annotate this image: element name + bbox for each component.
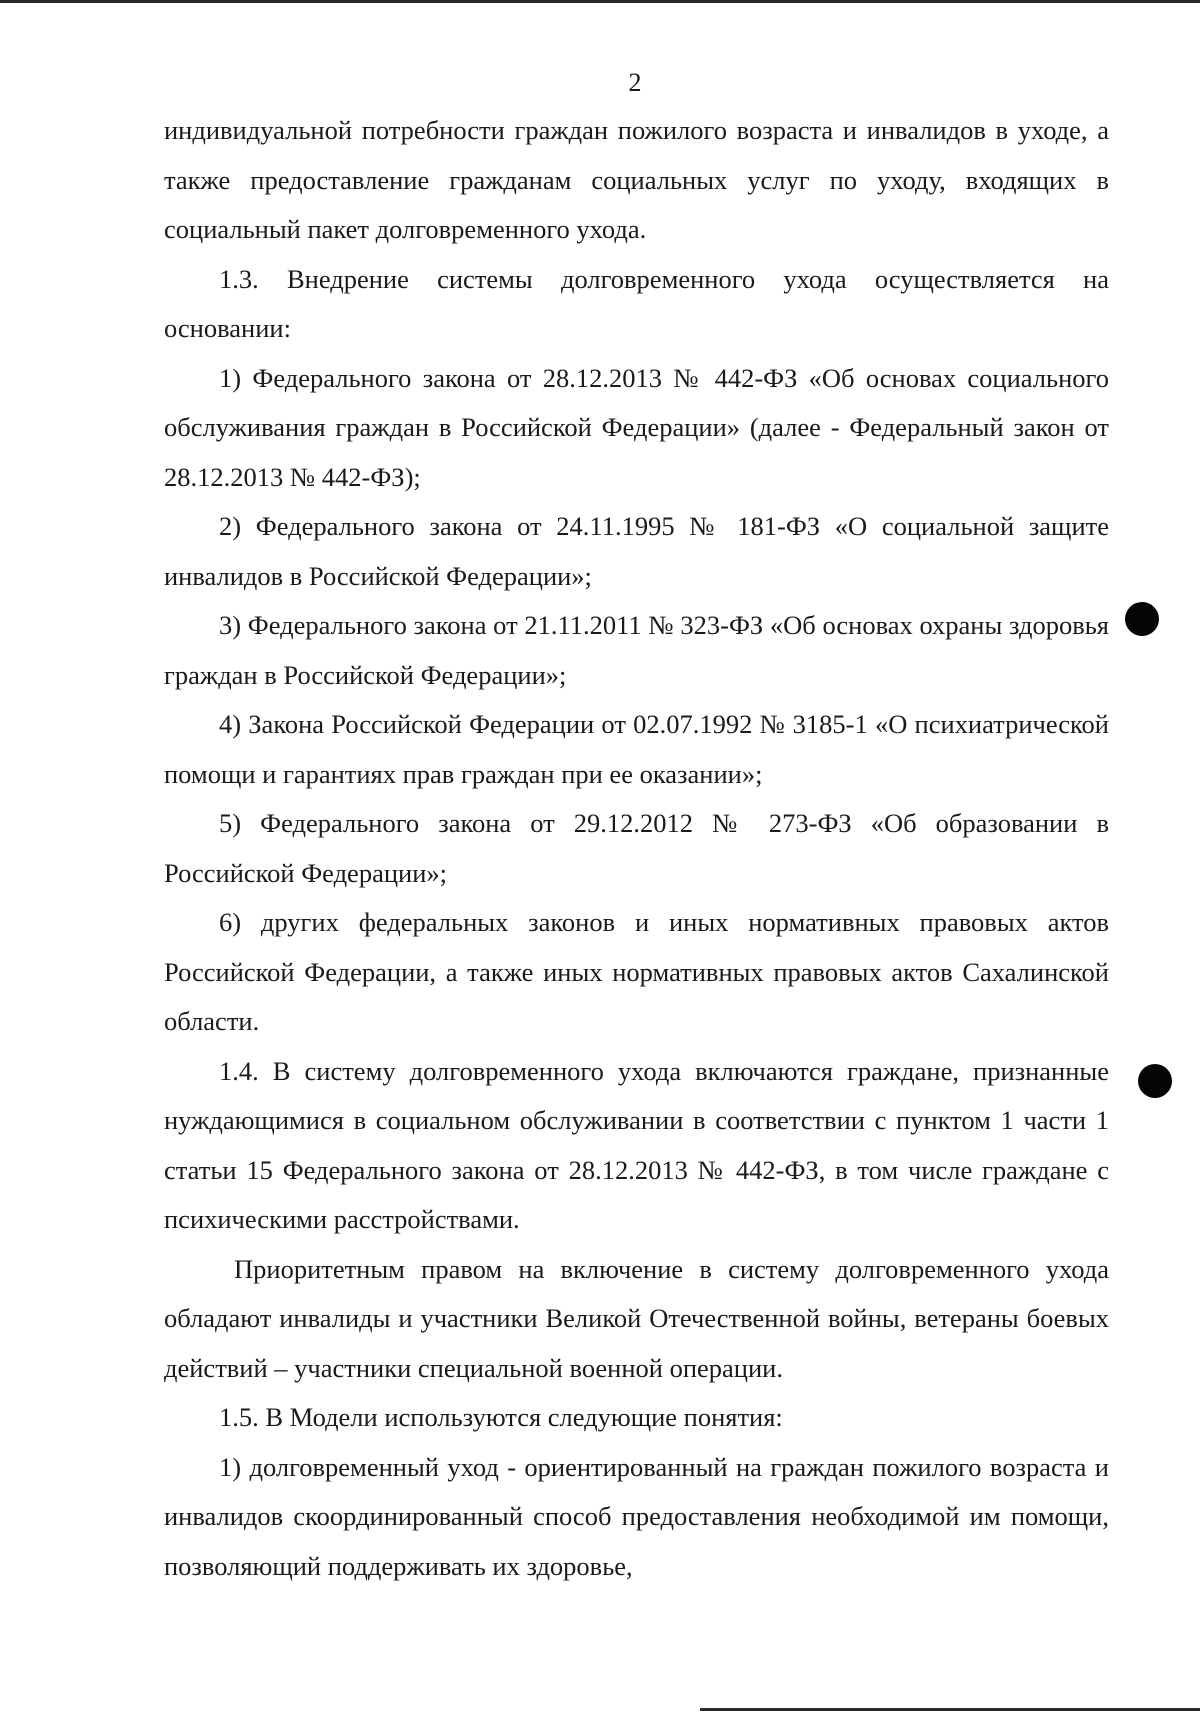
list-item-4: 4) Закона Российской Федерации от 02.07.1992 № 3185-1 «О психиатрической помощи и гарантиях прав граждан при ее оказании»; (164, 709, 1109, 789)
paragraph-1-5: 1.5. В Модели используются следующие понятия: (219, 1402, 783, 1432)
paragraph-continuation: индивидуальной потребности граждан пожилого возраста и инвалидов в уходе, а также предоставление гражданам социальных услуг по уходу, входящих в социальный пакет долговременного ухода. (164, 115, 1109, 244)
page-number: 2 (628, 68, 642, 97)
paragraph-1-3: 1.3. Внедрение системы долговременного ухода осуществляется на основании: (164, 263, 1109, 343)
list-item-1: 1) Федерального закона от 28.12.2013 № 442-ФЗ «Об основах социального обслуживания граждан в Российской Федерации» (далее - Федеральный закон от 28.12.2013 № 442-ФЗ); (164, 362, 1109, 492)
punch-hole-mark (1138, 1064, 1172, 1098)
document-body (164, 106, 1109, 1591)
scan-edge-bottom (700, 1708, 1200, 1711)
scan-edge-top (0, 0, 1200, 3)
list-item-3: 3) Федерального закона от 21.11.2011 № 323-ФЗ «Об основах охраны здоровья граждан в Российской Федерации»; (164, 610, 1109, 690)
paragraph-priority-right: Приоритетным правом на включение в систему долговременного ухода обладают инвалиды и участники Великой Отечественной войны, ветераны боевых действий – участники специальной военной операции. (164, 1253, 1109, 1383)
list-item-6: 6) других федеральных законов и иных нормативных правовых актов Российской Федерации, а также иных нормативных правовых актов Сахалинской области. (164, 907, 1109, 1036)
paragraph-1-4: 1.4. В систему долговременного ухода включаются граждане, признанные нуждающимися в социальном обслуживании в соответствии с пунктом 1 части 1 статьи 15 Федерального закона от 28.12.2013 № 442-ФЗ, в том числе граждане с психическими расстройствами. (164, 1055, 1109, 1234)
list-item-2: 2) Федерального закона от 24.11.1995 № 181-ФЗ «О социальной защите инвалидов в Российской Федерации»; (164, 511, 1109, 591)
punch-hole-mark (1125, 602, 1159, 636)
list-item-5: 5) Федерального закона от 29.12.2012 № 273-ФЗ «Об образовании в Российской Федерации»; (164, 808, 1109, 888)
definition-item-1: 1) долговременный уход - ориентированный на граждан пожилого возраста и инвалидов скоординированный способ предоставления необходимой им помощи, позволяющий поддерживать их здоровье, (164, 1451, 1109, 1581)
